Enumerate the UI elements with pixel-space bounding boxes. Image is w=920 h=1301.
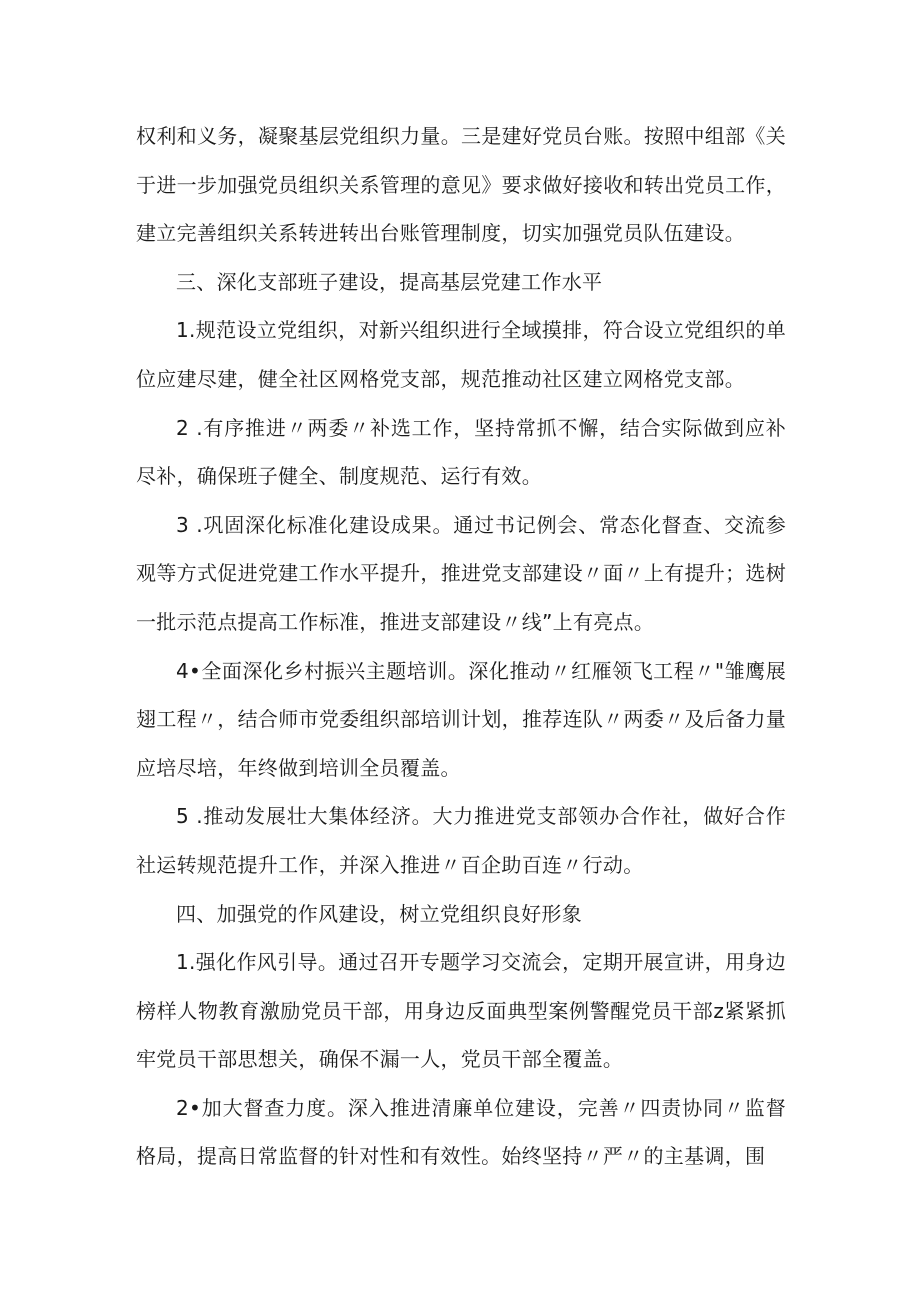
paragraph-item-3-2: 2 .有序推进〃两委〃补选工作，坚持常抓不懈，结合实际做到应补尽补，确保班子健全、制度规范、运行有效。	[136, 415, 786, 489]
document-body	[136, 112, 786, 1181]
paragraph-item-3-3: 3 .巩固深化标准化建设成果。通过书记例会、常态化督查、交流参观等方式促进党建工作水平提升，推进党支部建设〃面〃上有提升；选树一批示范点提高工作标准，推进支部建设〃线”上有亮点。	[136, 512, 786, 634]
paragraph-item-3-5: 5 .推动发展壮大集体经济。大力推进党支部领办合作社，做好合作社运转规范提升工作，并深入推进〃百企助百连〃行动。	[136, 804, 786, 877]
section-heading-4: 四、加强党的作风建设，树立党组织良好形象	[176, 901, 582, 926]
section-heading-3: 三、深化支部班子建设，提高基层党建工作水平	[176, 269, 603, 294]
paragraph-item-4-1: 1.强化作风引导。通过召开专题学习交流会，定期开展宣讲，用身边榜样人物教育激励党员干部，用身边反面典型案例警醒党员干部z紧紧抓牢党员干部思想关，确保不漏一人，党员干部全覆盖。	[136, 950, 786, 1072]
paragraph-item-3-1: 1.规范设立党组织，对新兴组织进行全域摸排，符合设立党组织的单位应建尽建，健全社区网格党支部，规范推动社区建立网格党支部。	[136, 318, 786, 391]
paragraph-item-3-4: 4•全面深化乡村振兴主题培训。深化推动〃红雁领飞工程〃"雏鹰展翅工程〃，结合师市党委组织部培训计划，推荐连队〃两委〃及后备力量应培尽培，年终做到培训全员覆盖。	[136, 658, 786, 780]
paragraph-item-4-2: 2•加大督查力度。深入推进清廉单位建设，完善〃四责协同〃监督格局，提高日常监督的针对性和有效性。始终坚持〃严〃的主基调，围	[136, 1095, 786, 1169]
paragraph-continuation: 权利和义务，凝聚基层党组织力量。三是建好党员台账。按照中组部《关于进一步加强党员组织关系管理的意见》要求做好接收和转出党员工作，建立完善组织关系转进转出台账管理制度，切实加强党员队伍建设。	[136, 124, 786, 246]
